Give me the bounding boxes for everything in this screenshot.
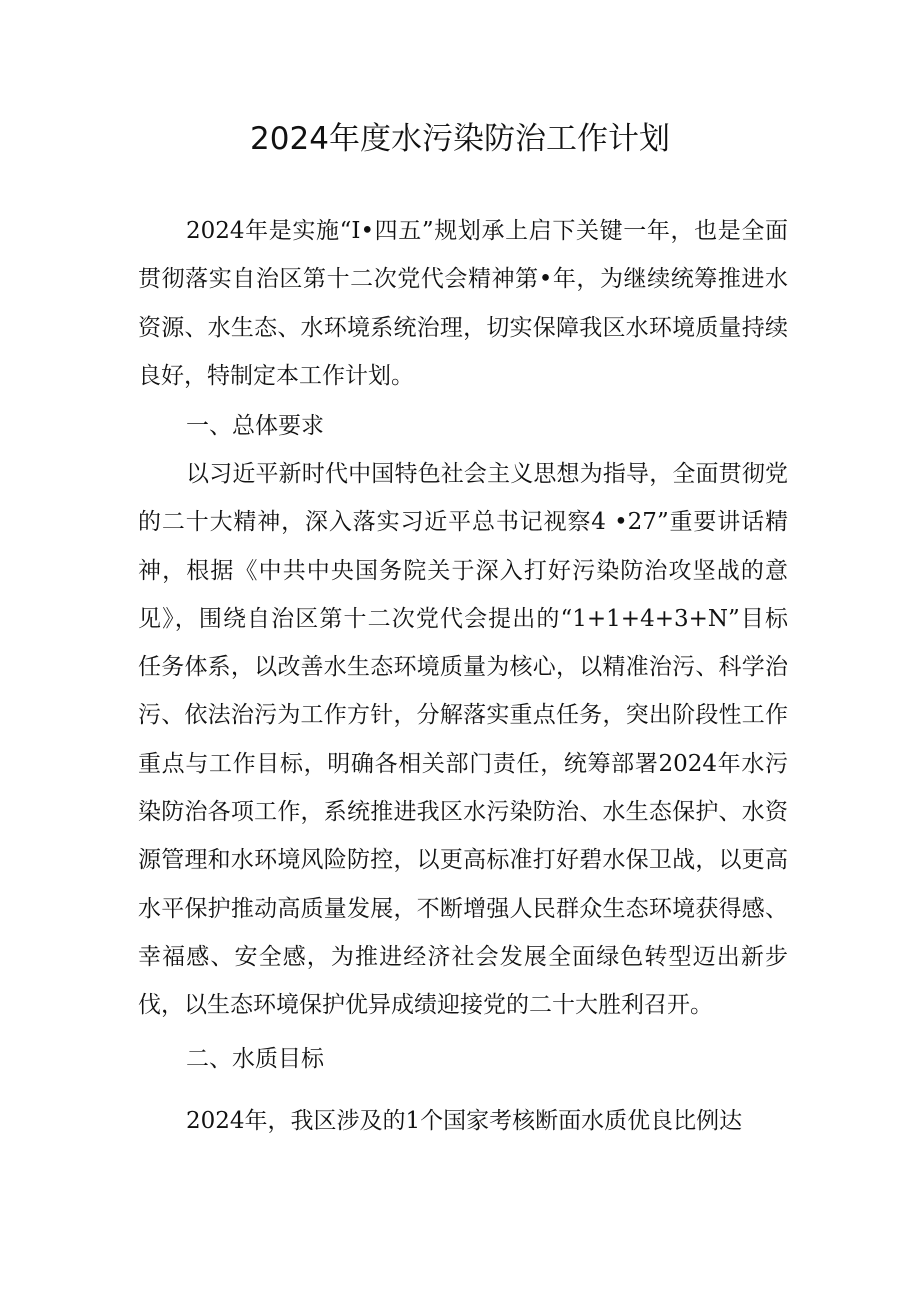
section-heading-water-quality-targets: 二、水质目标 xyxy=(186,1046,324,1072)
intro-paragraph: 2024年是实施“I•四五”规划承上启下关键一年，也是全面贯彻落实自治区第十二次党代会精神第•年，为继续统筹推进水资源、水生态、水环境系统治理，切实保障我区水环境质量持续良好，特制定本工作计划。 xyxy=(138,218,788,389)
section-heading-general-requirements: 一、总体要求 xyxy=(186,413,324,439)
water-quality-paragraph: 2024年，我区涉及的1个国家考核断面水质优良比例达 xyxy=(186,1108,743,1134)
document-title: 2024年度水污染防治工作计划 xyxy=(250,121,670,157)
general-requirements-paragraph: 以习近平新时代中国特色社会主义思想为指导，全面贯彻党的二十大精神，深入落实习近平总书记视察4 •27”重要讲话精神，根据《中共中央国务院关于深入打好污染防治攻坚战的意见》，围绕自治区第十二次党代会提出的“1+1+4+3+N”目标任务体系，以改善水生态环境质量为核心，以精准治污、科学治污、依法治污为工作方针，分解落实重点任务，突出阶段性工作重点与工作目标，明确各相关部门责任，统筹部署2024年水污染防治各项工作，系统推进我区水污染防治、水生态保护、水资源管理和水环境风险防控，以更高标准打好碧水保卫战，以更高水平保护推动高质量发展，不断增强人民群众生态环境获得感、幸福感、安全感，为推进经济社会发展全面绿色转型迈出新步伐，以生态环境保护优异成绩迎接党的二十大胜利召开。 xyxy=(138,461,788,1019)
